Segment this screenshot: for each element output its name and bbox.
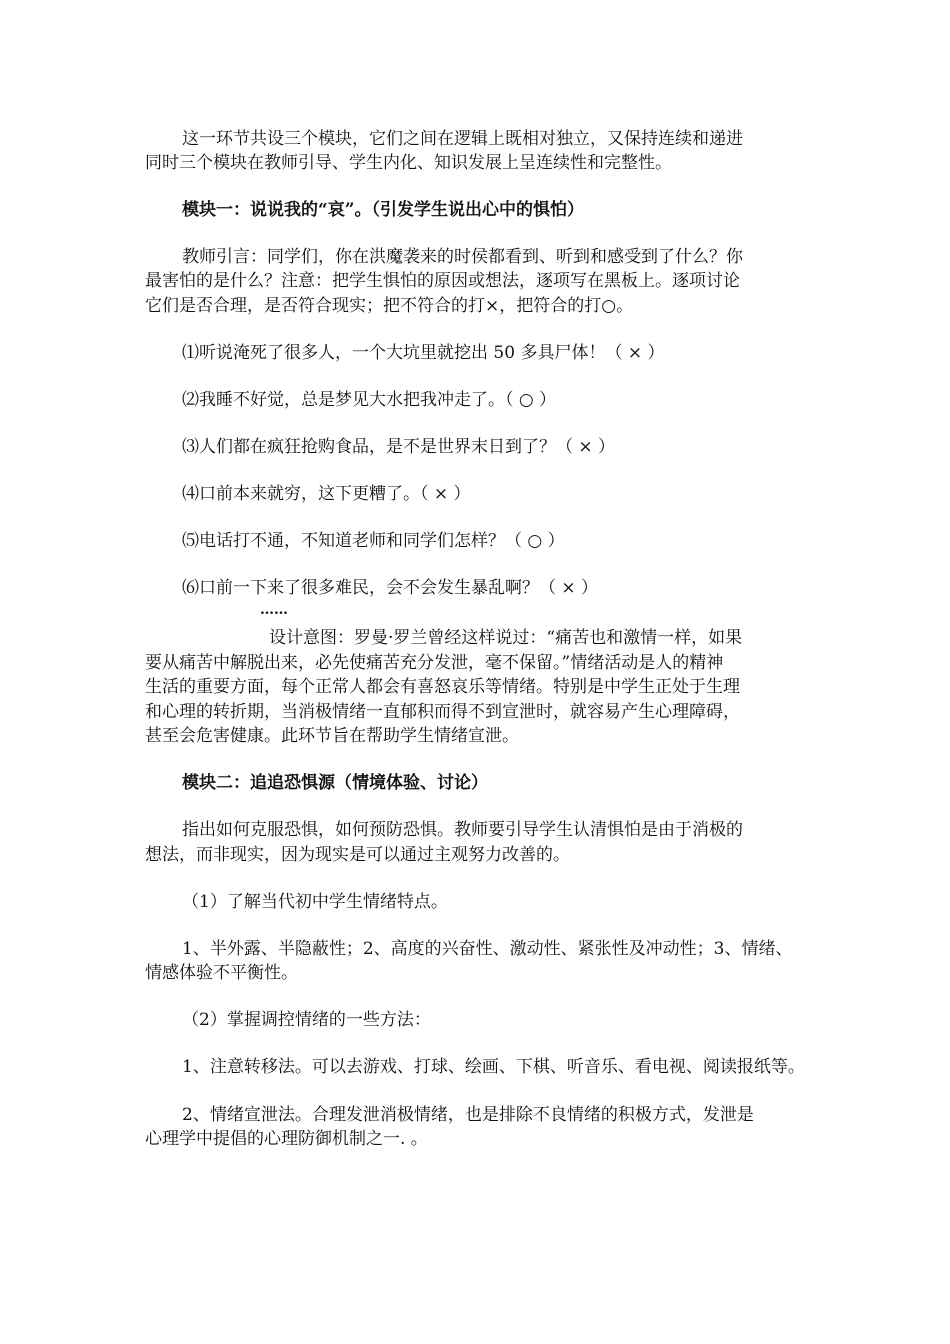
- ellipsis: ……: [260, 602, 288, 618]
- fear-item: ⑶人们都在疯狂抢购食品，是不是世界末日到了？（ × ）: [182, 437, 616, 457]
- method-line: 2、情绪宣泄法。合理发泄消极情绪，也是排除不良情绪的积极方式，发泄是: [182, 1105, 754, 1125]
- fear-item: ⑵我睡不好觉，总是梦见大水把我冲走了。（ ○ ）: [182, 390, 557, 410]
- method-line: 1、注意转移法。可以去游戏、打球、绘画、下棋、听音乐、看电视、阅读报纸等。: [182, 1057, 805, 1077]
- design-intent-line: 设计意图：罗曼·罗兰曾经这样说过：“痛苦也和激情一样，如果: [269, 628, 743, 648]
- module2-paragraph-line: 指出如何克服恐惧，如何预防恐惧。教师要引导学生认清惧怕是由于消极的: [182, 820, 743, 840]
- intro-line: 同时三个模块在教师引导、学生内化、知识发展上呈连续性和完整性。: [145, 153, 672, 173]
- fear-item: ⑷口前本来就穷，这下更糟了。（ × ）: [182, 484, 471, 504]
- design-intent-line: 生活的重要方面，每个正常人都会有喜怒哀乐等情绪。特别是中学生正处于生理: [145, 677, 740, 697]
- fear-item: ⑹口前一下来了很多难民，会不会发生暴乱啊？（ × ）: [182, 578, 599, 598]
- module2-paragraph-line: 想法，而非现实，因为现实是可以通过主观努力改善的。: [145, 845, 570, 865]
- design-intent-line: 要从痛苦中解脱出来，必先使痛苦充分发泄，毫不保留。”情绪活动是人的精神: [145, 653, 724, 673]
- design-intent-line: 和心理的转折期，当消极情绪一直郁积而得不到宣泄时，就容易产生心理障碍，: [145, 702, 740, 722]
- module1-paragraph-line: 它们是否合理，是否符合现实；把不符合的打×，把符合的打○。: [145, 296, 634, 316]
- module2-heading: 模块二：追追恐惧源（情境体验、讨论）: [182, 773, 488, 793]
- design-intent-line: 甚至会危害健康。此环节旨在帮助学生情绪宣泄。: [145, 726, 519, 746]
- module1-paragraph-line: 最害怕的是什么？注意：把学生惧怕的原因或想法，逐项写在黑板上。逐项讨论: [145, 271, 740, 291]
- subheading: （1）了解当代初中学生情绪特点。: [182, 892, 448, 912]
- module1-paragraph-line: 教师引言：同学们，你在洪魔袭来的时侯都看到、听到和感受到了什么？你: [182, 247, 743, 267]
- fear-item: ⑴听说淹死了很多人，一个大坑里就挖出 50 多具尸体！（ × ）: [182, 343, 665, 363]
- traits-line: 1、半外露、半隐蔽性；2、高度的兴奋性、激动性、紧张性及冲动性；3、情绪、: [182, 939, 793, 959]
- fear-item: ⑸电话打不通，不知道老师和同学们怎样？（ ○ ）: [182, 531, 565, 551]
- method-line: 心理学中提倡的心理防御机制之一. 。: [145, 1129, 428, 1149]
- traits-line: 情感体验不平衡性。: [145, 963, 298, 983]
- subheading: （2）掌握调控情绪的一些方法：: [182, 1010, 431, 1030]
- intro-line: 这一环节共设三个模块，它们之间在逻辑上既相对独立，又保持连续和递进: [182, 129, 743, 149]
- module1-heading: 模块一：说说我的“哀”。（引发学生说出心中的惧怕）: [182, 200, 585, 220]
